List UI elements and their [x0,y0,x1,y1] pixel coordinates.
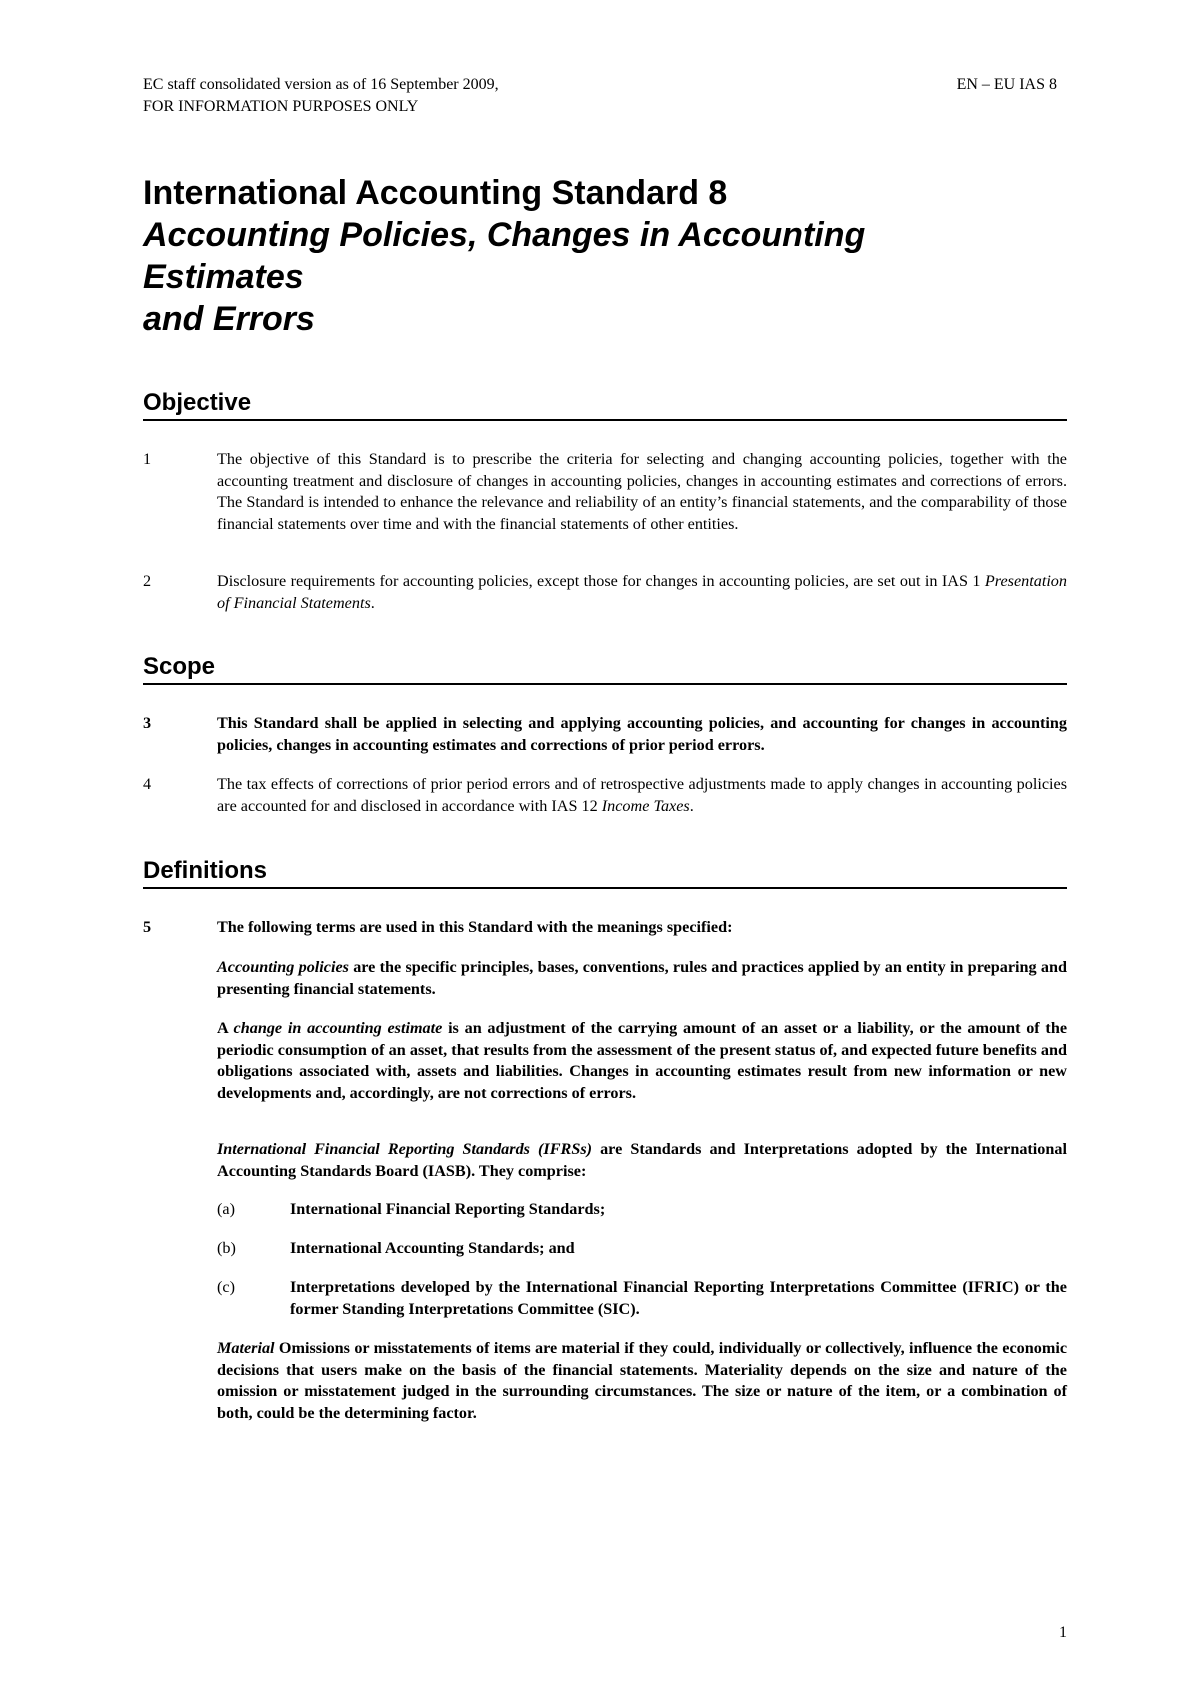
header-left [143,74,499,118]
list-item [217,1277,1067,1320]
definition-material [217,1338,1067,1424]
page-number: 1 [1059,1624,1067,1641]
definition-prefix: A [217,1019,234,1037]
title-main: International Accounting Standard 8 [143,174,728,212]
definition-term: change in accounting estimate [233,1019,443,1037]
paragraph-number: 5 [143,918,152,936]
list-item [217,1238,1067,1260]
paragraph-number: 2 [143,572,152,590]
definition-text: is an adjustment of the carrying amount of an asset or a liability, or the amount of the periodic consumption of an asset, that results from the assessment of the present status of, and expected future benefits and obligations associated with, assets and liabilities. Changes in accounting estimates result from new information or new developments and, accordingly, are not corrections of errors. [217,1019,1068,1102]
cited-standard-title: Income Taxes [601,796,690,815]
list-item-text: Interpretations developed by the International Financial Reporting Interpretations Committee (IFRIC) or the former Standing Interpretations Committee (SIC). [290,1278,1067,1318]
paragraph-4 [143,774,1067,817]
list-item-label: (a) [217,1200,235,1218]
paragraph-text: This Standard shall be applied in selecting and applying accounting policies, and accounting for changes in accounting policies, changes in accounting estimates and corrections of prior period errors. [217,714,1067,754]
list-item [217,1199,1067,1221]
list-item-text: International Financial Reporting Standards; [290,1200,606,1218]
definition-term: Material [217,1339,275,1357]
header-information-note: FOR INFORMATION PURPOSES ONLY [143,98,419,115]
definition-text: are Standards and Interpretations adopted by the International Accounting Standards Board (IASB). They comprise: [217,1140,1067,1180]
header-standard-ref: EN – EU IAS 8 [956,76,1057,93]
section-heading-definitions: Definitions [143,857,1067,889]
paragraph-text-run: . [370,593,375,612]
page-header [143,74,1057,118]
document-title [143,172,1063,340]
paragraph-number: 1 [143,450,152,468]
header-consolidation-note: EC staff consolidated version as of 16 September 2009, [143,76,499,93]
paragraph-number: 3 [143,714,152,732]
paragraph-text-run: . [689,796,694,815]
section-heading-scope: Scope [143,653,1067,685]
definition-text: are the specific principles, bases, conventions, rules and practices applied by an entity in preparing and presenting financial statements. [217,958,1067,998]
paragraph-text [217,571,1067,614]
section-heading-objective: Objective [143,389,1067,421]
paragraph-3 [143,713,1067,756]
list-item-label: (c) [217,1278,235,1296]
title-sub-line-1: Accounting Policies, Changes in Accounting [143,216,866,254]
list-item-text: International Accounting Standards; and [290,1239,575,1257]
cited-standard-title: Presentation of Financial Statements [217,572,1067,612]
paragraph-2 [143,571,1067,614]
paragraph-text: The following terms are used in this Standard with the meanings specified: [217,918,733,936]
definition-term: International Financial Reporting Standards (IFRSs) [217,1140,593,1158]
paragraph-5 [143,917,1067,939]
paragraph-text-run: Disclosure requirements for accounting policies, except those for changes in accounting policies, are set out in IAS 1 [217,572,985,590]
title-sub-line-3: and Errors [143,300,315,338]
paragraph-1 [143,449,1067,535]
definition-change-in-estimate [217,1018,1067,1104]
title-sub-line-2: Estimates [143,258,304,296]
paragraph-text [217,774,1067,817]
paragraph-number: 4 [143,775,152,793]
list-item-label: (b) [217,1239,236,1257]
definition-ifrs [217,1139,1067,1182]
definition-accounting-policies [217,957,1067,1000]
paragraph-text-run: The tax effects of corrections of prior period errors and of retrospective adjustments made to apply changes in accounting policies are accounted for and disclosed in accordance with IAS 12 [217,775,1067,815]
definition-text: Omissions or misstatements of items are material if they could, individually or collectively, influence the economic decisions that users make on the basis of the financial statements. Materiality depends on the size and nature of the omission or misstatement judged in the surrounding circumstances. The size or nature of the item, or a combination of both, could be the determining factor. [217,1339,1067,1422]
definition-term: Accounting policies [217,958,349,976]
paragraph-text: The objective of this Standard is to prescribe the criteria for selecting and changing accounting policies, together with the accounting treatment and disclosure of changes in accounting policies, changes in accounting estimates and corrections of errors. The Standard is intended to enhance the relevance and reliability of an entity’s financial statements, and the comparability of those financial statements over time and with the financial statements of other entities. [217,450,1067,533]
